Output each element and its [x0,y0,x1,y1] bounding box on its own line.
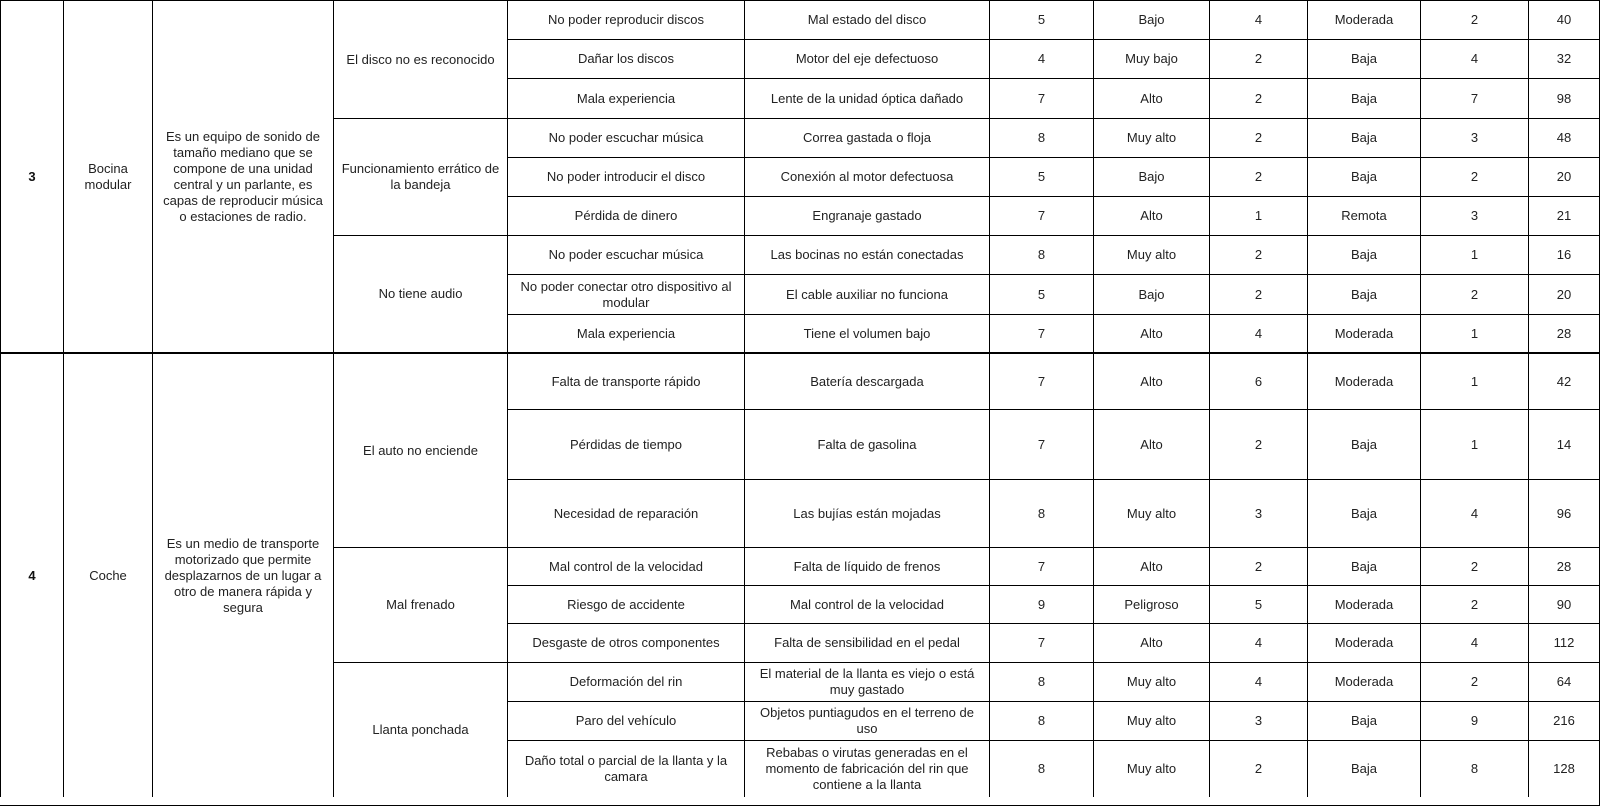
occurrence-cell: 4 [1209,662,1307,701]
npr-cell: 96 [1528,479,1599,547]
cause-cell: Rebabas o virutas generadas en el momento de fabricación del rin que contiene a la llanta [744,740,989,797]
npr-cell: 28 [1528,314,1599,352]
severity-level-cell: Alto [1093,623,1209,662]
occurrence-level-cell: Baja [1307,78,1420,118]
effect-cell: Daño total o parcial de la llanta y la camara [507,740,744,797]
npr-cell: 112 [1528,623,1599,662]
cause-cell: Engranaje gastado [744,196,989,235]
detection-cell: 1 [1420,314,1528,352]
effect-cell: Riesgo de accidente [507,585,744,623]
effect-cell: Pérdida de dinero [507,196,744,235]
severity-cell: 8 [989,479,1093,547]
occurrence-cell: 3 [1209,479,1307,547]
failure-mode-cell: El disco no es reconocido [333,0,507,118]
occurrence-level-cell: Baja [1307,701,1420,740]
effect-cell: No poder escuchar música [507,235,744,274]
occurrence-level-cell: Baja [1307,235,1420,274]
npr-cell: 16 [1528,235,1599,274]
effect-cell: No poder introducir el disco [507,157,744,196]
effect-cell: Mala experiencia [507,314,744,352]
severity-level-cell: Bajo [1093,157,1209,196]
item-description: Es un equipo de sonido de tamaño mediano que se compone de una unidad central y un parlante, es capas de reproducir música o estaciones de radio. [152,0,333,352]
severity-cell: 7 [989,547,1093,585]
occurrence-cell: 2 [1209,274,1307,314]
cause-cell: Falta de líquido de frenos [744,547,989,585]
occurrence-level-cell: Baja [1307,409,1420,479]
detection-cell: 2 [1420,0,1528,39]
severity-cell: 7 [989,78,1093,118]
effect-cell: Necesidad de reparación [507,479,744,547]
effect-cell: No poder conectar otro dispositivo al modular [507,274,744,314]
occurrence-level-cell: Moderada [1307,314,1420,352]
cause-cell: Objetos puntiagudos en el terreno de uso [744,701,989,740]
occurrence-level-cell: Baja [1307,118,1420,157]
effect-cell: Deformación del rin [507,662,744,701]
severity-level-cell: Muy bajo [1093,39,1209,78]
npr-cell: 128 [1528,740,1599,797]
detection-cell: 9 [1420,701,1528,740]
npr-cell: 64 [1528,662,1599,701]
occurrence-cell: 2 [1209,78,1307,118]
cause-cell: Falta de sensibilidad en el pedal [744,623,989,662]
severity-level-cell: Alto [1093,409,1209,479]
npr-cell: 90 [1528,585,1599,623]
occurrence-level-cell: Moderada [1307,585,1420,623]
effect-cell: Falta de transporte rápido [507,352,744,409]
occurrence-cell: 4 [1209,623,1307,662]
occurrence-level-cell: Moderada [1307,0,1420,39]
npr-cell: 42 [1528,352,1599,409]
severity-cell: 7 [989,314,1093,352]
npr-cell: 20 [1528,274,1599,314]
severity-cell: 9 [989,585,1093,623]
failure-mode-cell: Llanta ponchada [333,662,507,797]
occurrence-cell: 2 [1209,235,1307,274]
detection-cell: 3 [1420,118,1528,157]
severity-cell: 8 [989,118,1093,157]
occurrence-cell: 4 [1209,0,1307,39]
detection-cell: 1 [1420,409,1528,479]
severity-level-cell: Bajo [1093,0,1209,39]
failure-mode-cell: Funcionamiento errático de la bandeja [333,118,507,235]
detection-cell: 2 [1420,274,1528,314]
occurrence-level-cell: Moderada [1307,662,1420,701]
severity-level-cell: Alto [1093,314,1209,352]
occurrence-cell: 2 [1209,547,1307,585]
detection-cell: 2 [1420,157,1528,196]
detection-cell: 4 [1420,623,1528,662]
occurrence-cell: 2 [1209,118,1307,157]
cause-cell: Las bujías están mojadas [744,479,989,547]
cause-cell: Mal estado del disco [744,0,989,39]
detection-cell: 2 [1420,547,1528,585]
occurrence-cell: 2 [1209,39,1307,78]
npr-cell: 48 [1528,118,1599,157]
item-number: 4 [0,352,63,797]
detection-cell: 8 [1420,740,1528,797]
severity-cell: 7 [989,409,1093,479]
occurrence-cell: 4 [1209,314,1307,352]
severity-cell: 7 [989,352,1093,409]
cause-cell: Falta de gasolina [744,409,989,479]
cause-cell: Correa gastada o floja [744,118,989,157]
severity-level-cell: Muy alto [1093,479,1209,547]
severity-cell: 7 [989,623,1093,662]
severity-level-cell: Muy alto [1093,662,1209,701]
severity-level-cell: Bajo [1093,274,1209,314]
severity-level-cell: Alto [1093,196,1209,235]
occurrence-cell: 1 [1209,196,1307,235]
severity-cell: 5 [989,157,1093,196]
severity-level-cell: Alto [1093,352,1209,409]
severity-cell: 7 [989,196,1093,235]
npr-cell: 14 [1528,409,1599,479]
npr-cell: 28 [1528,547,1599,585]
occurrence-cell: 5 [1209,585,1307,623]
occurrence-cell: 2 [1209,409,1307,479]
npr-cell: 21 [1528,196,1599,235]
severity-level-cell: Muy alto [1093,701,1209,740]
npr-cell: 20 [1528,157,1599,196]
effect-cell: Paro del vehículo [507,701,744,740]
detection-cell: 4 [1420,479,1528,547]
cause-cell: Lente de la unidad óptica dañado [744,78,989,118]
severity-cell: 8 [989,235,1093,274]
effect-cell: Mala experiencia [507,78,744,118]
occurrence-level-cell: Baja [1307,740,1420,797]
occurrence-level-cell: Moderada [1307,352,1420,409]
severity-level-cell: Muy alto [1093,235,1209,274]
occurrence-level-cell: Baja [1307,547,1420,585]
occurrence-level-cell: Baja [1307,479,1420,547]
npr-cell: 32 [1528,39,1599,78]
occurrence-cell: 2 [1209,157,1307,196]
failure-mode-cell: No tiene audio [333,235,507,352]
item-number: 3 [0,0,63,352]
severity-cell: 5 [989,0,1093,39]
severity-level-cell: Alto [1093,78,1209,118]
effect-cell: Mal control de la velocidad [507,547,744,585]
cause-cell: Mal control de la velocidad [744,585,989,623]
severity-cell: 8 [989,662,1093,701]
cause-cell: Conexión al motor defectuosa [744,157,989,196]
effect-cell: No poder reproducir discos [507,0,744,39]
occurrence-level-cell: Baja [1307,39,1420,78]
severity-cell: 8 [989,740,1093,797]
detection-cell: 1 [1420,235,1528,274]
severity-level-cell: Muy alto [1093,118,1209,157]
severity-cell: 5 [989,274,1093,314]
severity-level-cell: Alto [1093,547,1209,585]
cause-cell: Las bocinas no están conectadas [744,235,989,274]
cause-cell: Motor del eje defectuoso [744,39,989,78]
failure-mode-cell: Mal frenado [333,547,507,662]
effect-cell: Dañar los discos [507,39,744,78]
cause-cell: Tiene el volumen bajo [744,314,989,352]
detection-cell: 1 [1420,352,1528,409]
severity-cell: 4 [989,39,1093,78]
item-name: Bocina modular [63,0,152,352]
effect-cell: Desgaste de otros componentes [507,623,744,662]
severity-cell: 8 [989,701,1093,740]
occurrence-level-cell: Baja [1307,157,1420,196]
npr-cell: 216 [1528,701,1599,740]
item-name: Coche [63,352,152,797]
detection-cell: 3 [1420,196,1528,235]
detection-cell: 2 [1420,585,1528,623]
occurrence-level-cell: Moderada [1307,623,1420,662]
npr-cell: 40 [1528,0,1599,39]
effect-cell: No poder escuchar música [507,118,744,157]
cause-cell: El cable auxiliar no funciona [744,274,989,314]
occurrence-cell: 2 [1209,740,1307,797]
occurrence-level-cell: Remota [1307,196,1420,235]
detection-cell: 4 [1420,39,1528,78]
npr-cell: 98 [1528,78,1599,118]
severity-level-cell: Muy alto [1093,740,1209,797]
detection-cell: 7 [1420,78,1528,118]
occurrence-cell: 3 [1209,701,1307,740]
cause-cell: Batería descargada [744,352,989,409]
occurrence-level-cell: Baja [1307,274,1420,314]
severity-level-cell: Peligroso [1093,585,1209,623]
detection-cell: 2 [1420,662,1528,701]
failure-mode-cell: El auto no enciende [333,352,507,547]
effect-cell: Pérdidas de tiempo [507,409,744,479]
occurrence-cell: 6 [1209,352,1307,409]
cause-cell: El material de la llanta es viejo o está muy gastado [744,662,989,701]
item-description: Es un medio de transporte motorizado que permite desplazarnos de un lugar a otro de manera rápida y segura [152,352,333,797]
